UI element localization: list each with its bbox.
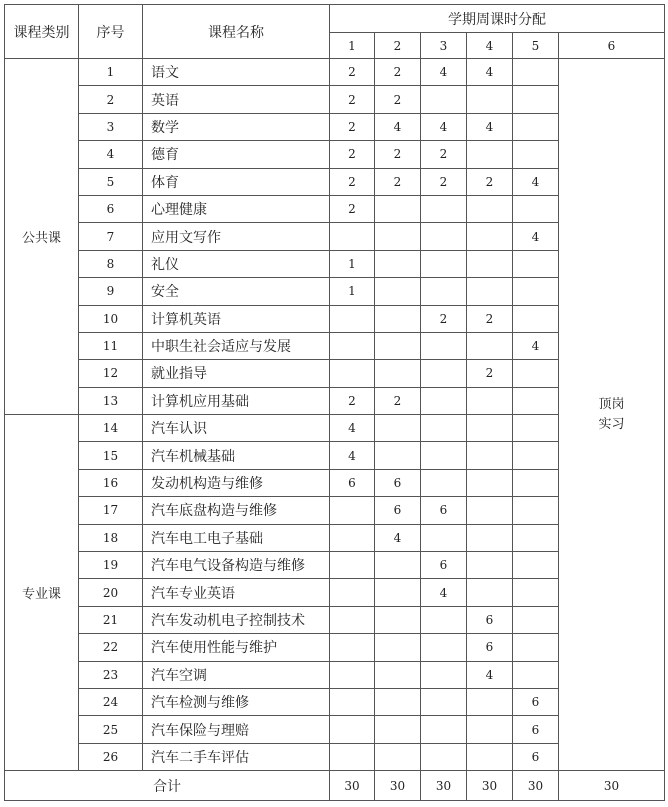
row-hours-semester-2 (375, 250, 421, 277)
row-hours-semester-4: 4 (467, 59, 513, 86)
row-hours-semester-3: 6 (421, 552, 467, 579)
row-hours-semester-1 (330, 606, 375, 633)
row-hours-semester-5: 4 (513, 223, 559, 250)
row-seq: 26 (79, 743, 143, 770)
row-seq: 2 (79, 86, 143, 113)
category-professional: 专业课 (5, 415, 79, 771)
row-hours-semester-2 (375, 579, 421, 606)
row-course-name: 礼仪 (143, 250, 330, 277)
total-label: 合计 (5, 771, 330, 801)
row-hours-semester-2 (375, 195, 421, 222)
row-seq: 20 (79, 579, 143, 606)
row-hours-semester-5 (513, 250, 559, 277)
category-public: 公共课 (5, 59, 79, 415)
row-seq: 7 (79, 223, 143, 250)
row-hours-semester-1 (330, 688, 375, 715)
row-seq: 12 (79, 360, 143, 387)
total-semester-6: 30 (559, 771, 665, 801)
row-hours-semester-5 (513, 552, 559, 579)
row-hours-semester-4 (467, 524, 513, 551)
row-hours-semester-5 (513, 634, 559, 661)
row-course-name: 汽车电气设备构造与维修 (143, 552, 330, 579)
row-hours-semester-2: 4 (375, 113, 421, 140)
row-hours-semester-1 (330, 524, 375, 551)
row-hours-semester-4: 2 (467, 360, 513, 387)
row-hours-semester-5 (513, 469, 559, 496)
row-hours-semester-3 (421, 250, 467, 277)
row-hours-semester-4: 4 (467, 661, 513, 688)
row-hours-semester-4 (467, 250, 513, 277)
row-hours-semester-2 (375, 278, 421, 305)
row-hours-semester-4: 6 (467, 634, 513, 661)
row-course-name: 英语 (143, 86, 330, 113)
row-hours-semester-3 (421, 387, 467, 414)
row-hours-semester-1: 1 (330, 250, 375, 277)
row-course-name: 安全 (143, 278, 330, 305)
header-category: 课程类别 (5, 5, 79, 59)
row-hours-semester-2: 6 (375, 469, 421, 496)
row-hours-semester-2: 2 (375, 86, 421, 113)
row-hours-semester-4 (467, 223, 513, 250)
row-hours-semester-2 (375, 606, 421, 633)
row-seq: 4 (79, 141, 143, 168)
row-seq: 15 (79, 442, 143, 469)
row-hours-semester-3: 2 (421, 141, 467, 168)
row-hours-semester-5: 6 (513, 743, 559, 770)
row-hours-semester-4: 2 (467, 168, 513, 195)
row-hours-semester-3 (421, 332, 467, 359)
row-seq: 6 (79, 195, 143, 222)
row-hours-semester-3 (421, 743, 467, 770)
row-hours-semester-2: 6 (375, 497, 421, 524)
row-course-name: 语文 (143, 59, 330, 86)
row-hours-semester-2 (375, 661, 421, 688)
row-seq: 22 (79, 634, 143, 661)
row-hours-semester-3 (421, 661, 467, 688)
row-hours-semester-1: 2 (330, 195, 375, 222)
header-semester-6: 6 (559, 33, 665, 59)
row-hours-semester-1: 2 (330, 141, 375, 168)
row-hours-semester-4 (467, 497, 513, 524)
row-course-name: 汽车空调 (143, 661, 330, 688)
row-hours-semester-4 (467, 442, 513, 469)
row-course-name: 汽车检测与维修 (143, 688, 330, 715)
row-hours-semester-2: 2 (375, 59, 421, 86)
row-course-name: 汽车机械基础 (143, 442, 330, 469)
row-seq: 21 (79, 606, 143, 633)
row-seq: 18 (79, 524, 143, 551)
row-hours-semester-3 (421, 195, 467, 222)
row-seq: 11 (79, 332, 143, 359)
row-hours-semester-5 (513, 606, 559, 633)
row-hours-semester-2 (375, 634, 421, 661)
row-hours-semester-5 (513, 579, 559, 606)
row-hours-semester-4: 4 (467, 113, 513, 140)
row-hours-semester-3: 4 (421, 59, 467, 86)
row-seq: 25 (79, 716, 143, 743)
table-row (5, 59, 665, 86)
row-hours-semester-2 (375, 688, 421, 715)
row-hours-semester-3: 2 (421, 168, 467, 195)
row-seq: 17 (79, 497, 143, 524)
row-hours-semester-2: 4 (375, 524, 421, 551)
row-hours-semester-1 (330, 552, 375, 579)
row-course-name: 汽车底盘构造与维修 (143, 497, 330, 524)
row-hours-semester-2: 2 (375, 168, 421, 195)
row-hours-semester-5 (513, 195, 559, 222)
row-course-name: 汽车使用性能与维护 (143, 634, 330, 661)
row-hours-semester-4 (467, 387, 513, 414)
row-hours-semester-3: 2 (421, 305, 467, 332)
row-hours-semester-1 (330, 579, 375, 606)
row-seq: 16 (79, 469, 143, 496)
row-hours-semester-4 (467, 716, 513, 743)
row-seq: 23 (79, 661, 143, 688)
row-hours-semester-4: 2 (467, 305, 513, 332)
row-hours-semester-2 (375, 305, 421, 332)
row-hours-semester-4 (467, 415, 513, 442)
row-course-name: 计算机应用基础 (143, 387, 330, 414)
row-hours-semester-5 (513, 360, 559, 387)
row-hours-semester-3: 6 (421, 497, 467, 524)
header-semester-1: 1 (330, 33, 375, 59)
total-semester-4: 30 (467, 771, 513, 801)
header-seq: 序号 (79, 5, 143, 59)
row-hours-semester-4 (467, 688, 513, 715)
curriculum-table (4, 4, 665, 801)
row-hours-semester-3 (421, 86, 467, 113)
row-hours-semester-5 (513, 387, 559, 414)
row-seq: 8 (79, 250, 143, 277)
row-hours-semester-1 (330, 661, 375, 688)
row-hours-semester-5 (513, 497, 559, 524)
row-hours-semester-1 (330, 223, 375, 250)
row-hours-semester-1 (330, 743, 375, 770)
row-hours-semester-3 (421, 442, 467, 469)
row-hours-semester-3 (421, 469, 467, 496)
row-hours-semester-1: 4 (330, 442, 375, 469)
header-semester-group: 学期周课时分配 (330, 5, 665, 33)
row-hours-semester-5 (513, 86, 559, 113)
row-hours-semester-4 (467, 743, 513, 770)
row-course-name: 汽车发动机电子控制技术 (143, 606, 330, 633)
row-hours-semester-3 (421, 634, 467, 661)
row-hours-semester-1 (330, 497, 375, 524)
row-hours-semester-5 (513, 524, 559, 551)
row-hours-semester-1: 2 (330, 168, 375, 195)
row-hours-semester-3 (421, 360, 467, 387)
row-course-name: 汽车认识 (143, 415, 330, 442)
row-course-name: 应用文写作 (143, 223, 330, 250)
row-hours-semester-5 (513, 305, 559, 332)
row-seq: 10 (79, 305, 143, 332)
row-course-name: 体育 (143, 168, 330, 195)
row-course-name: 就业指导 (143, 360, 330, 387)
row-course-name: 汽车电工电子基础 (143, 524, 330, 551)
row-hours-semester-1: 2 (330, 59, 375, 86)
row-hours-semester-4 (467, 332, 513, 359)
row-hours-semester-4 (467, 195, 513, 222)
row-hours-semester-1: 4 (330, 415, 375, 442)
row-hours-semester-2 (375, 332, 421, 359)
row-seq: 9 (79, 278, 143, 305)
row-hours-semester-4 (467, 469, 513, 496)
row-seq: 5 (79, 168, 143, 195)
row-hours-semester-1 (330, 305, 375, 332)
row-course-name: 发动机构造与维修 (143, 469, 330, 496)
row-hours-semester-5 (513, 113, 559, 140)
row-hours-semester-1: 1 (330, 278, 375, 305)
row-seq: 1 (79, 59, 143, 86)
internship-label: 顶岗 实习 (598, 396, 625, 432)
row-hours-semester-4 (467, 86, 513, 113)
row-course-name: 德育 (143, 141, 330, 168)
row-hours-semester-3: 4 (421, 113, 467, 140)
row-hours-semester-2 (375, 360, 421, 387)
row-hours-semester-5 (513, 59, 559, 86)
row-course-name: 心理健康 (143, 195, 330, 222)
row-hours-semester-3 (421, 223, 467, 250)
row-hours-semester-1 (330, 360, 375, 387)
row-hours-semester-2: 2 (375, 387, 421, 414)
row-hours-semester-3 (421, 606, 467, 633)
row-hours-semester-1 (330, 634, 375, 661)
row-seq: 3 (79, 113, 143, 140)
row-course-name: 汽车二手车评估 (143, 743, 330, 770)
row-hours-semester-5 (513, 415, 559, 442)
row-hours-semester-3 (421, 688, 467, 715)
row-hours-semester-2 (375, 415, 421, 442)
row-hours-semester-5 (513, 442, 559, 469)
row-seq: 13 (79, 387, 143, 414)
total-row (5, 771, 665, 801)
table-body (5, 5, 665, 801)
row-course-name: 数学 (143, 113, 330, 140)
row-course-name: 计算机英语 (143, 305, 330, 332)
row-hours-semester-2 (375, 442, 421, 469)
row-seq: 19 (79, 552, 143, 579)
total-semester-2: 30 (375, 771, 421, 801)
row-hours-semester-4 (467, 278, 513, 305)
row-hours-semester-3 (421, 524, 467, 551)
row-hours-semester-3 (421, 716, 467, 743)
row-hours-semester-4 (467, 552, 513, 579)
row-course-name: 汽车保险与理赔 (143, 716, 330, 743)
row-hours-semester-5 (513, 661, 559, 688)
row-hours-semester-1 (330, 716, 375, 743)
row-seq: 24 (79, 688, 143, 715)
row-hours-semester-4: 6 (467, 606, 513, 633)
row-hours-semester-2: 2 (375, 141, 421, 168)
row-hours-semester-5: 4 (513, 168, 559, 195)
row-hours-semester-1: 2 (330, 86, 375, 113)
internship-cell (559, 59, 665, 771)
header-semester-4: 4 (467, 33, 513, 59)
row-hours-semester-4 (467, 579, 513, 606)
row-hours-semester-5: 6 (513, 716, 559, 743)
header-semester-5: 5 (513, 33, 559, 59)
header-course-name: 课程名称 (143, 5, 330, 59)
row-hours-semester-1 (330, 332, 375, 359)
row-hours-semester-4 (467, 141, 513, 168)
header-row-1 (5, 5, 665, 33)
row-hours-semester-5: 6 (513, 688, 559, 715)
row-hours-semester-5 (513, 278, 559, 305)
row-course-name: 中职生社会适应与发展 (143, 332, 330, 359)
row-hours-semester-2 (375, 716, 421, 743)
row-hours-semester-2 (375, 552, 421, 579)
total-semester-1: 30 (330, 771, 375, 801)
row-hours-semester-1: 2 (330, 387, 375, 414)
row-hours-semester-3 (421, 415, 467, 442)
row-hours-semester-3 (421, 278, 467, 305)
total-semester-3: 30 (421, 771, 467, 801)
row-course-name: 汽车专业英语 (143, 579, 330, 606)
row-hours-semester-1: 2 (330, 113, 375, 140)
row-hours-semester-2 (375, 743, 421, 770)
row-seq: 14 (79, 415, 143, 442)
header-semester-2: 2 (375, 33, 421, 59)
row-hours-semester-2 (375, 223, 421, 250)
row-hours-semester-1: 6 (330, 469, 375, 496)
total-semester-5: 30 (513, 771, 559, 801)
row-hours-semester-5 (513, 141, 559, 168)
row-hours-semester-3: 4 (421, 579, 467, 606)
header-semester-3: 3 (421, 33, 467, 59)
row-hours-semester-5: 4 (513, 332, 559, 359)
